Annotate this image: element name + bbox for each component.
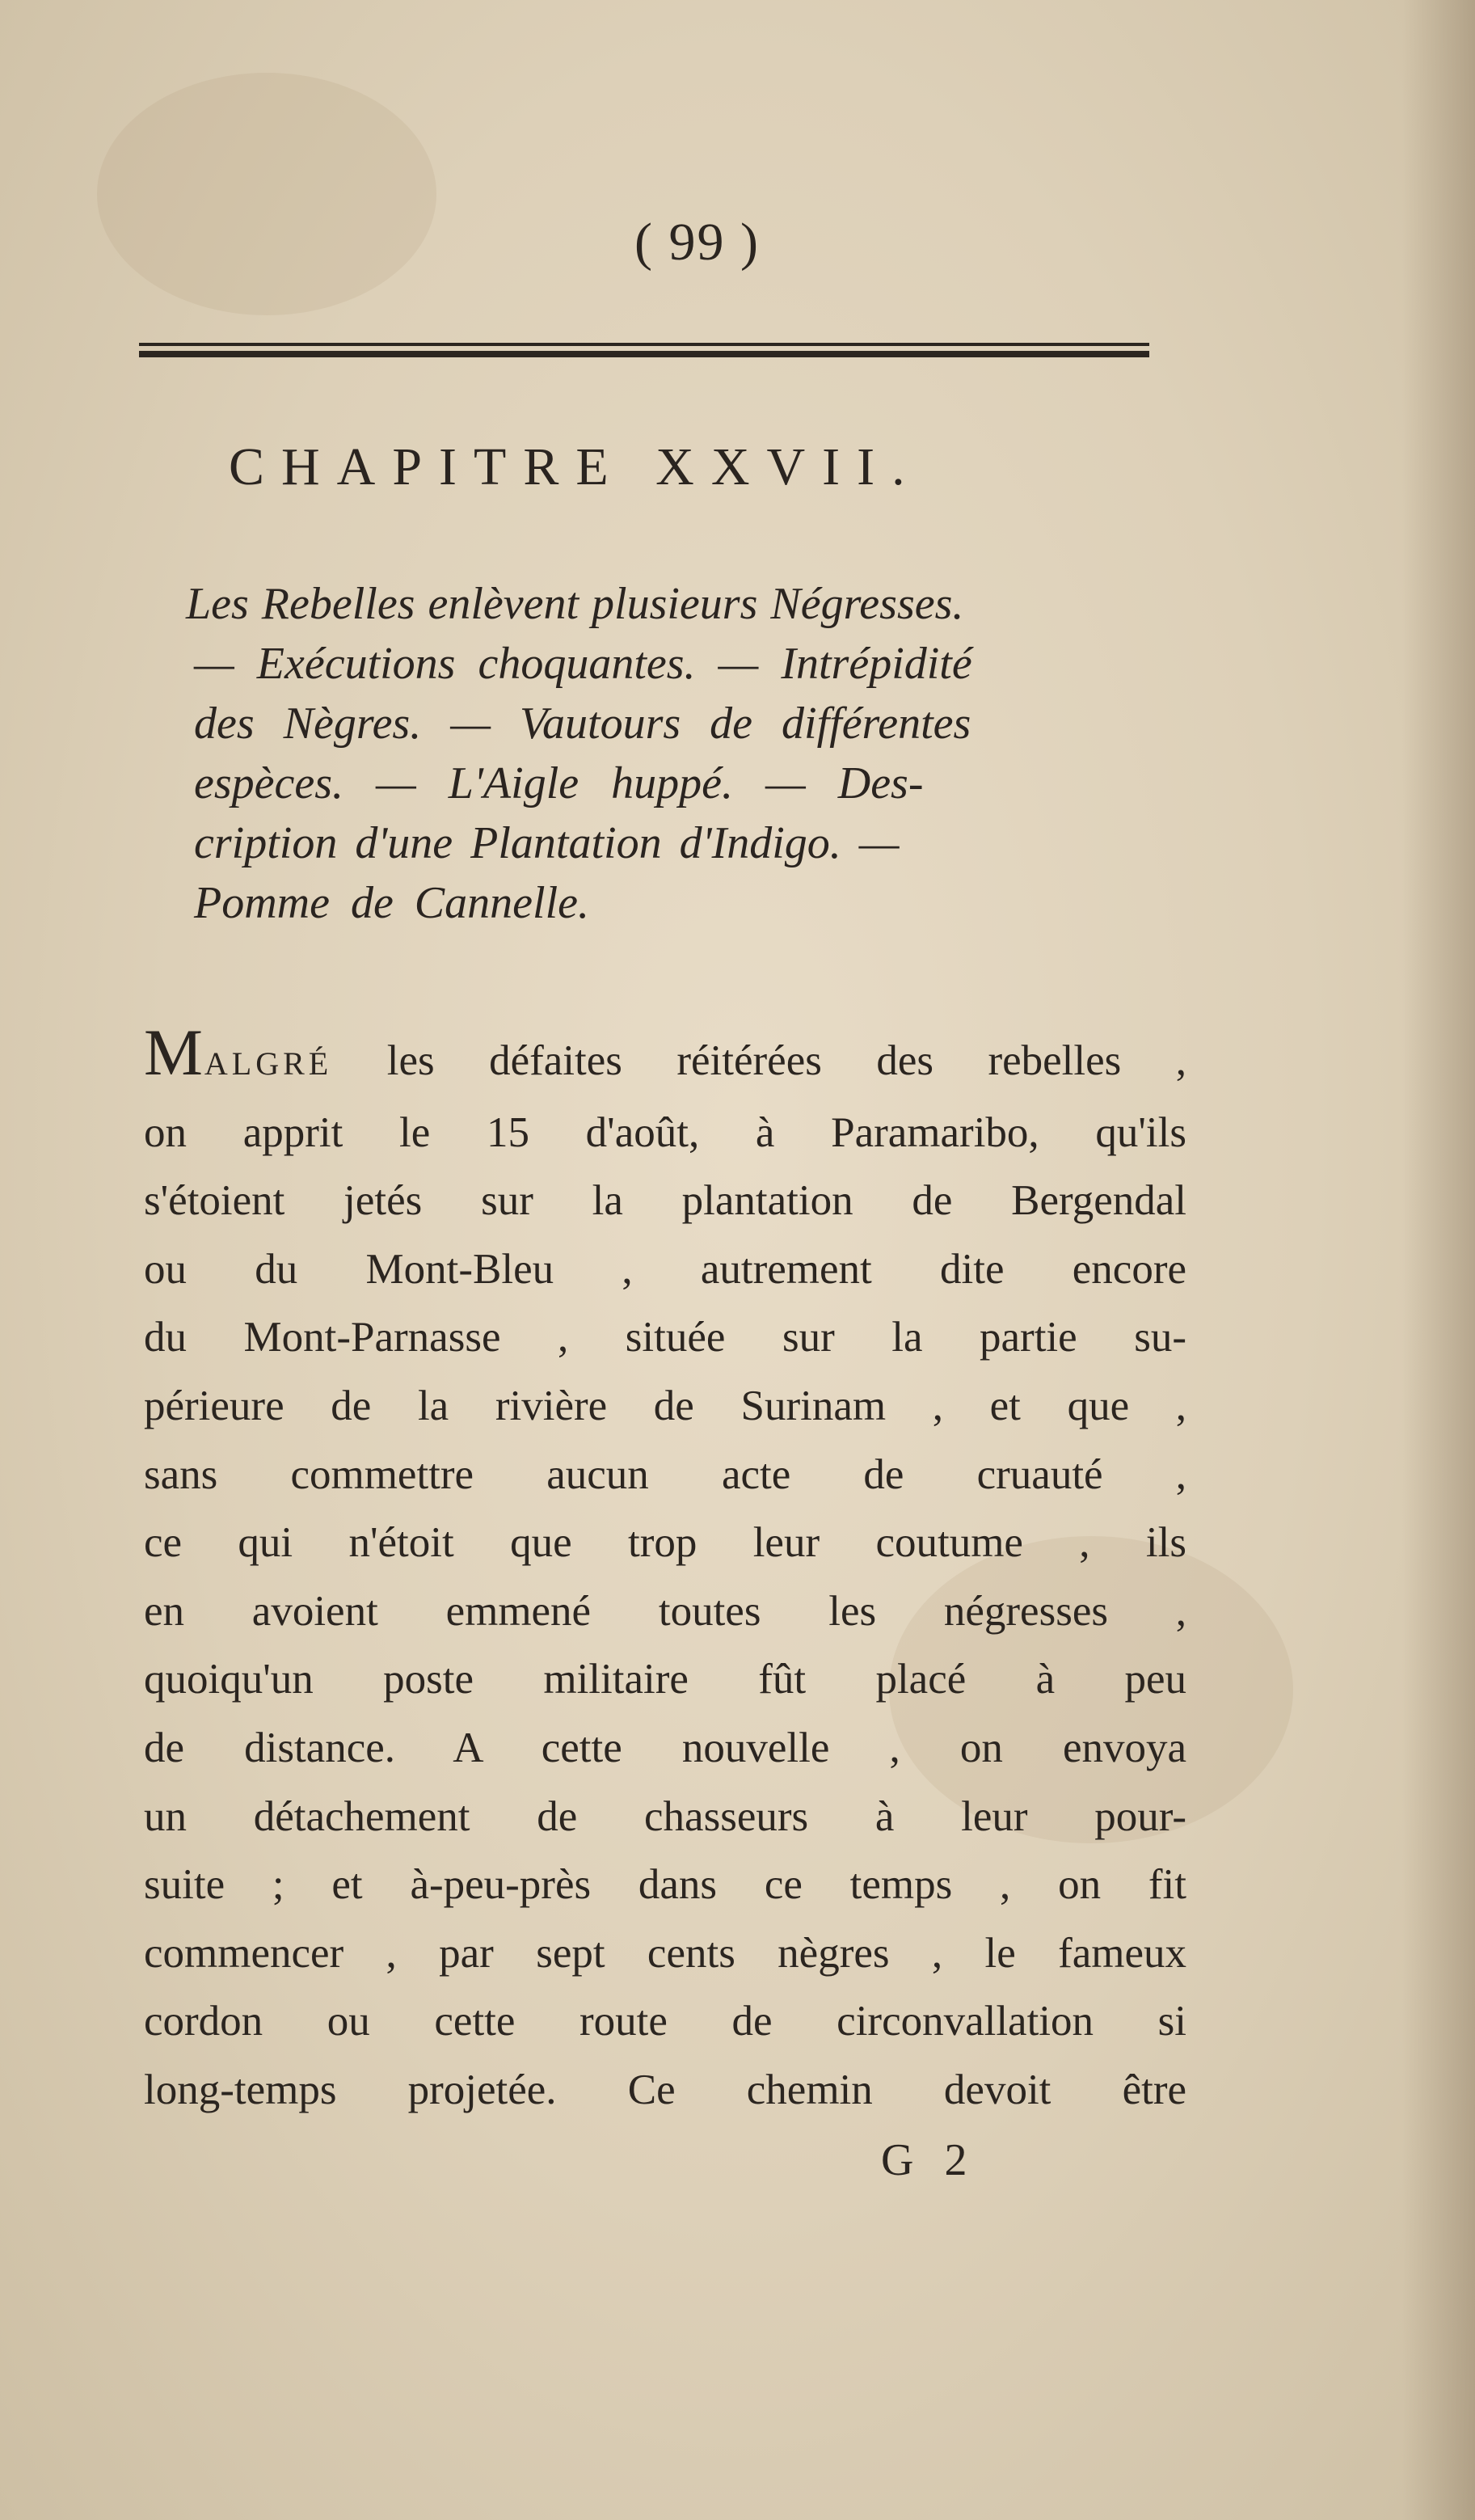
- page-edge-shadow: [1402, 0, 1475, 2520]
- summary-line: des Nègres. — Vautours de différentes: [194, 699, 971, 749]
- body-line: commencer , par sept cents nègres , le fameux: [144, 1929, 1186, 1977]
- body-line: s'étoient jetés sur la plantation de Bergendal: [144, 1177, 1186, 1225]
- body-line: suite ; et à-peu-près dans ce temps , on fit: [144, 1861, 1186, 1909]
- first-word-smallcaps: ALGRÉ: [204, 1045, 333, 1082]
- chapter-title: CHAPITRE XXVII.: [229, 437, 922, 496]
- summary-line: Les Rebelles enlèvent plusieurs Négresses.: [186, 579, 964, 629]
- chapter-summary: [186, 574, 1180, 933]
- body-line: long-temps projetée. Ce chemin devoit être: [144, 2066, 1186, 2113]
- first-line-rest: les défaites réitérées des rebelles ,: [332, 1037, 1186, 1084]
- body-line: sans commettre aucun acte de cruauté ,: [144, 1450, 1186, 1498]
- drop-cap: M: [144, 1015, 204, 1089]
- summary-line: — Exécutions choquantes. — Intrépidité: [194, 639, 972, 689]
- body-line: ou du Mont-Bleu , autrement dite encore: [144, 1245, 1186, 1293]
- body-line: un détachement de chasseurs à leur pour-: [144, 1792, 1186, 1840]
- body-line: quoiqu'un poste militaire fût placé à peu: [144, 1656, 1186, 1703]
- summary-line: espèces. — L'Aigle huppé. — Des-: [194, 758, 924, 808]
- body-line: de distance. A cette nouvelle , on envoya: [144, 1724, 1186, 1771]
- header-rule-thin: [139, 343, 1149, 346]
- body-line: on apprit le 15 d'août, à Paramaribo, qu'ils: [144, 1108, 1186, 1156]
- page-number: ( 99 ): [634, 213, 760, 272]
- body-line: périeure de la rivière de Surinam , et que ,: [144, 1382, 1186, 1429]
- body-line: en avoient emmené toutes les négresses ,: [144, 1587, 1186, 1635]
- body-line: ce qui n'étoit que trop leur coutume , ils: [144, 1519, 1186, 1567]
- signature-mark: G 2: [881, 2135, 977, 2185]
- body-line: du Mont-Parnasse , située sur la partie su-: [144, 1314, 1186, 1361]
- body-line-first: [144, 1015, 1186, 1099]
- summary-line: Pomme de Cannelle.: [194, 878, 589, 928]
- paper-stain: [97, 73, 436, 315]
- header-rule-thick: [139, 351, 1149, 357]
- body-text: [144, 1015, 1186, 2125]
- body-line: cordon ou cette route de circonvallation si: [144, 1998, 1186, 2045]
- summary-line: cription d'une Plantation d'Indigo. —: [194, 818, 900, 868]
